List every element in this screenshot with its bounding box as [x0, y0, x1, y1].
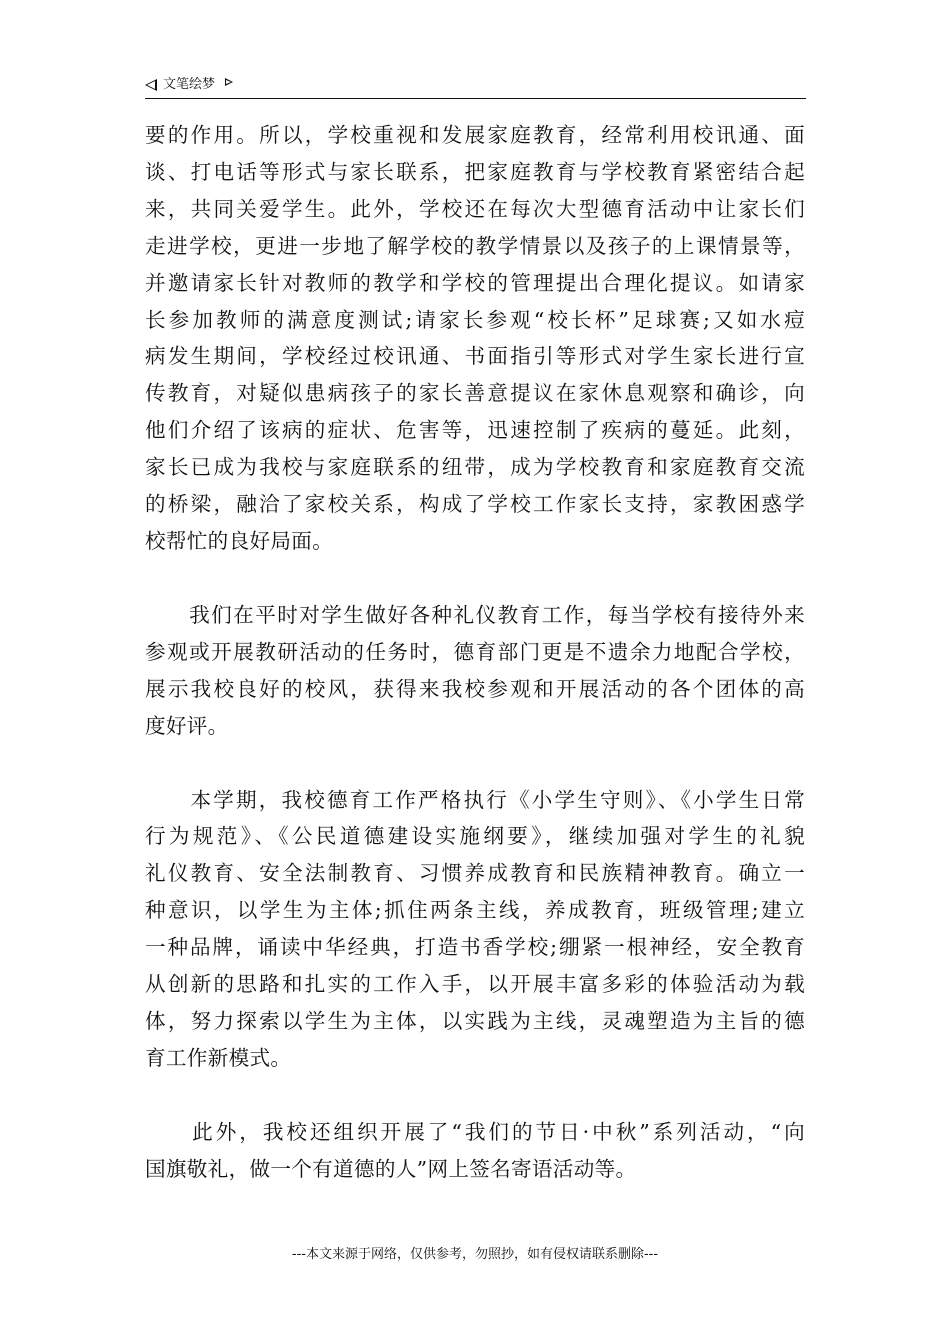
- page-footer: ---本文来源于网络，仅供参考，勿照抄，如有侵权请联系删除---: [291, 1247, 659, 1262]
- text-line: 病发生期间，学校经过校讯通、书面指引等形式对学生家长进行宣: [145, 344, 805, 369]
- document-body: [145, 117, 805, 1225]
- text-line: 国旗敬礼，做一个有道德的人”网上签名寄语活动等。: [145, 1156, 637, 1181]
- text-line: 他们介绍了该病的症状、危害等，迅速控制了疾病的蔓延。此刻，: [145, 418, 805, 443]
- paragraph-3: [145, 782, 805, 1077]
- paragraph-2: [145, 597, 805, 745]
- left-triangle-icon: [145, 79, 157, 91]
- text-line: 长参加教师的满意度测试;请家长参观“校长杯”足球赛;又如水痘: [145, 307, 805, 332]
- text-line: 来，共同关爱学生。此外，学校还在每次大型德育活动中让家长们: [145, 196, 805, 221]
- text-line: 种意识，以学生为主体;抓住两条主线，养成教育，班级管理;建立: [145, 898, 805, 923]
- text-line: 要的作用。所以，学校重视和发展家庭教育，经常利用校讯通、面: [145, 123, 805, 147]
- text-line: 此外，我校还组织开展了“我们的节日·中秋”系列活动，“向: [145, 1119, 805, 1144]
- text-line: 参观或开展教研活动的任务时，德育部门更是不遗余力地配合学校，: [145, 639, 805, 664]
- text-line: 我们在平时对学生做好各种礼仪教育工作，每当学校有接待外来: [145, 602, 805, 627]
- text-line: 家长已成为我校与家庭联系的纽带，成为学校教育和家庭教育交流: [145, 455, 805, 480]
- header-title: 文笔绘梦: [163, 77, 216, 92]
- text-line: 传教育，对疑似患病孩子的家长善意提议在家休息观察和确诊，向: [145, 381, 805, 406]
- text-line: 谈、打电话等形式与家长联系，把家庭教育与学校教育紧密结合起: [145, 159, 805, 184]
- page-header: [145, 72, 806, 99]
- text-line: 校帮忙的良好局面。: [145, 528, 334, 553]
- text-line: 展示我校良好的校风，获得来我校参观和开展活动的各个团体的高: [145, 676, 805, 701]
- text-line: 的桥梁，融洽了家校关系，构成了学校工作家长支持，家教困惑学: [145, 492, 805, 517]
- text-line: 礼仪教育、安全法制教育、习惯养成教育和民族精神教育。确立一: [145, 861, 805, 886]
- text-line: 走进学校，更进一步地了解学校的教学情景以及孩子的上课情景等，: [145, 233, 805, 258]
- text-line: 度好评。: [145, 713, 229, 738]
- text-line: 并邀请家长针对教师的教学和学校的管理提出合理化提议。如请家: [145, 270, 805, 295]
- text-line: 本学期，我校德育工作严格执行《小学生守则》、《小学生日常: [145, 787, 805, 812]
- text-line: 育工作新模式。: [145, 1045, 292, 1070]
- paragraph-1: [145, 117, 805, 560]
- text-line: 从创新的思路和扎实的工作入手，以开展丰富多彩的体验活动为载: [145, 972, 805, 997]
- paragraph-4: [145, 1114, 805, 1188]
- text-line: 一种品牌，诵读中华经典，打造书香学校;绷紧一根神经，安全教育: [145, 935, 805, 960]
- text-line: 行为规范》、《公民道德建设实施纲要》，继续加强对学生的礼貌: [145, 824, 805, 849]
- right-triangle-icon: [225, 78, 233, 86]
- text-line: 体，努力探索以学生为主体，以实践为主线，灵魂塑造为主旨的德: [145, 1008, 805, 1033]
